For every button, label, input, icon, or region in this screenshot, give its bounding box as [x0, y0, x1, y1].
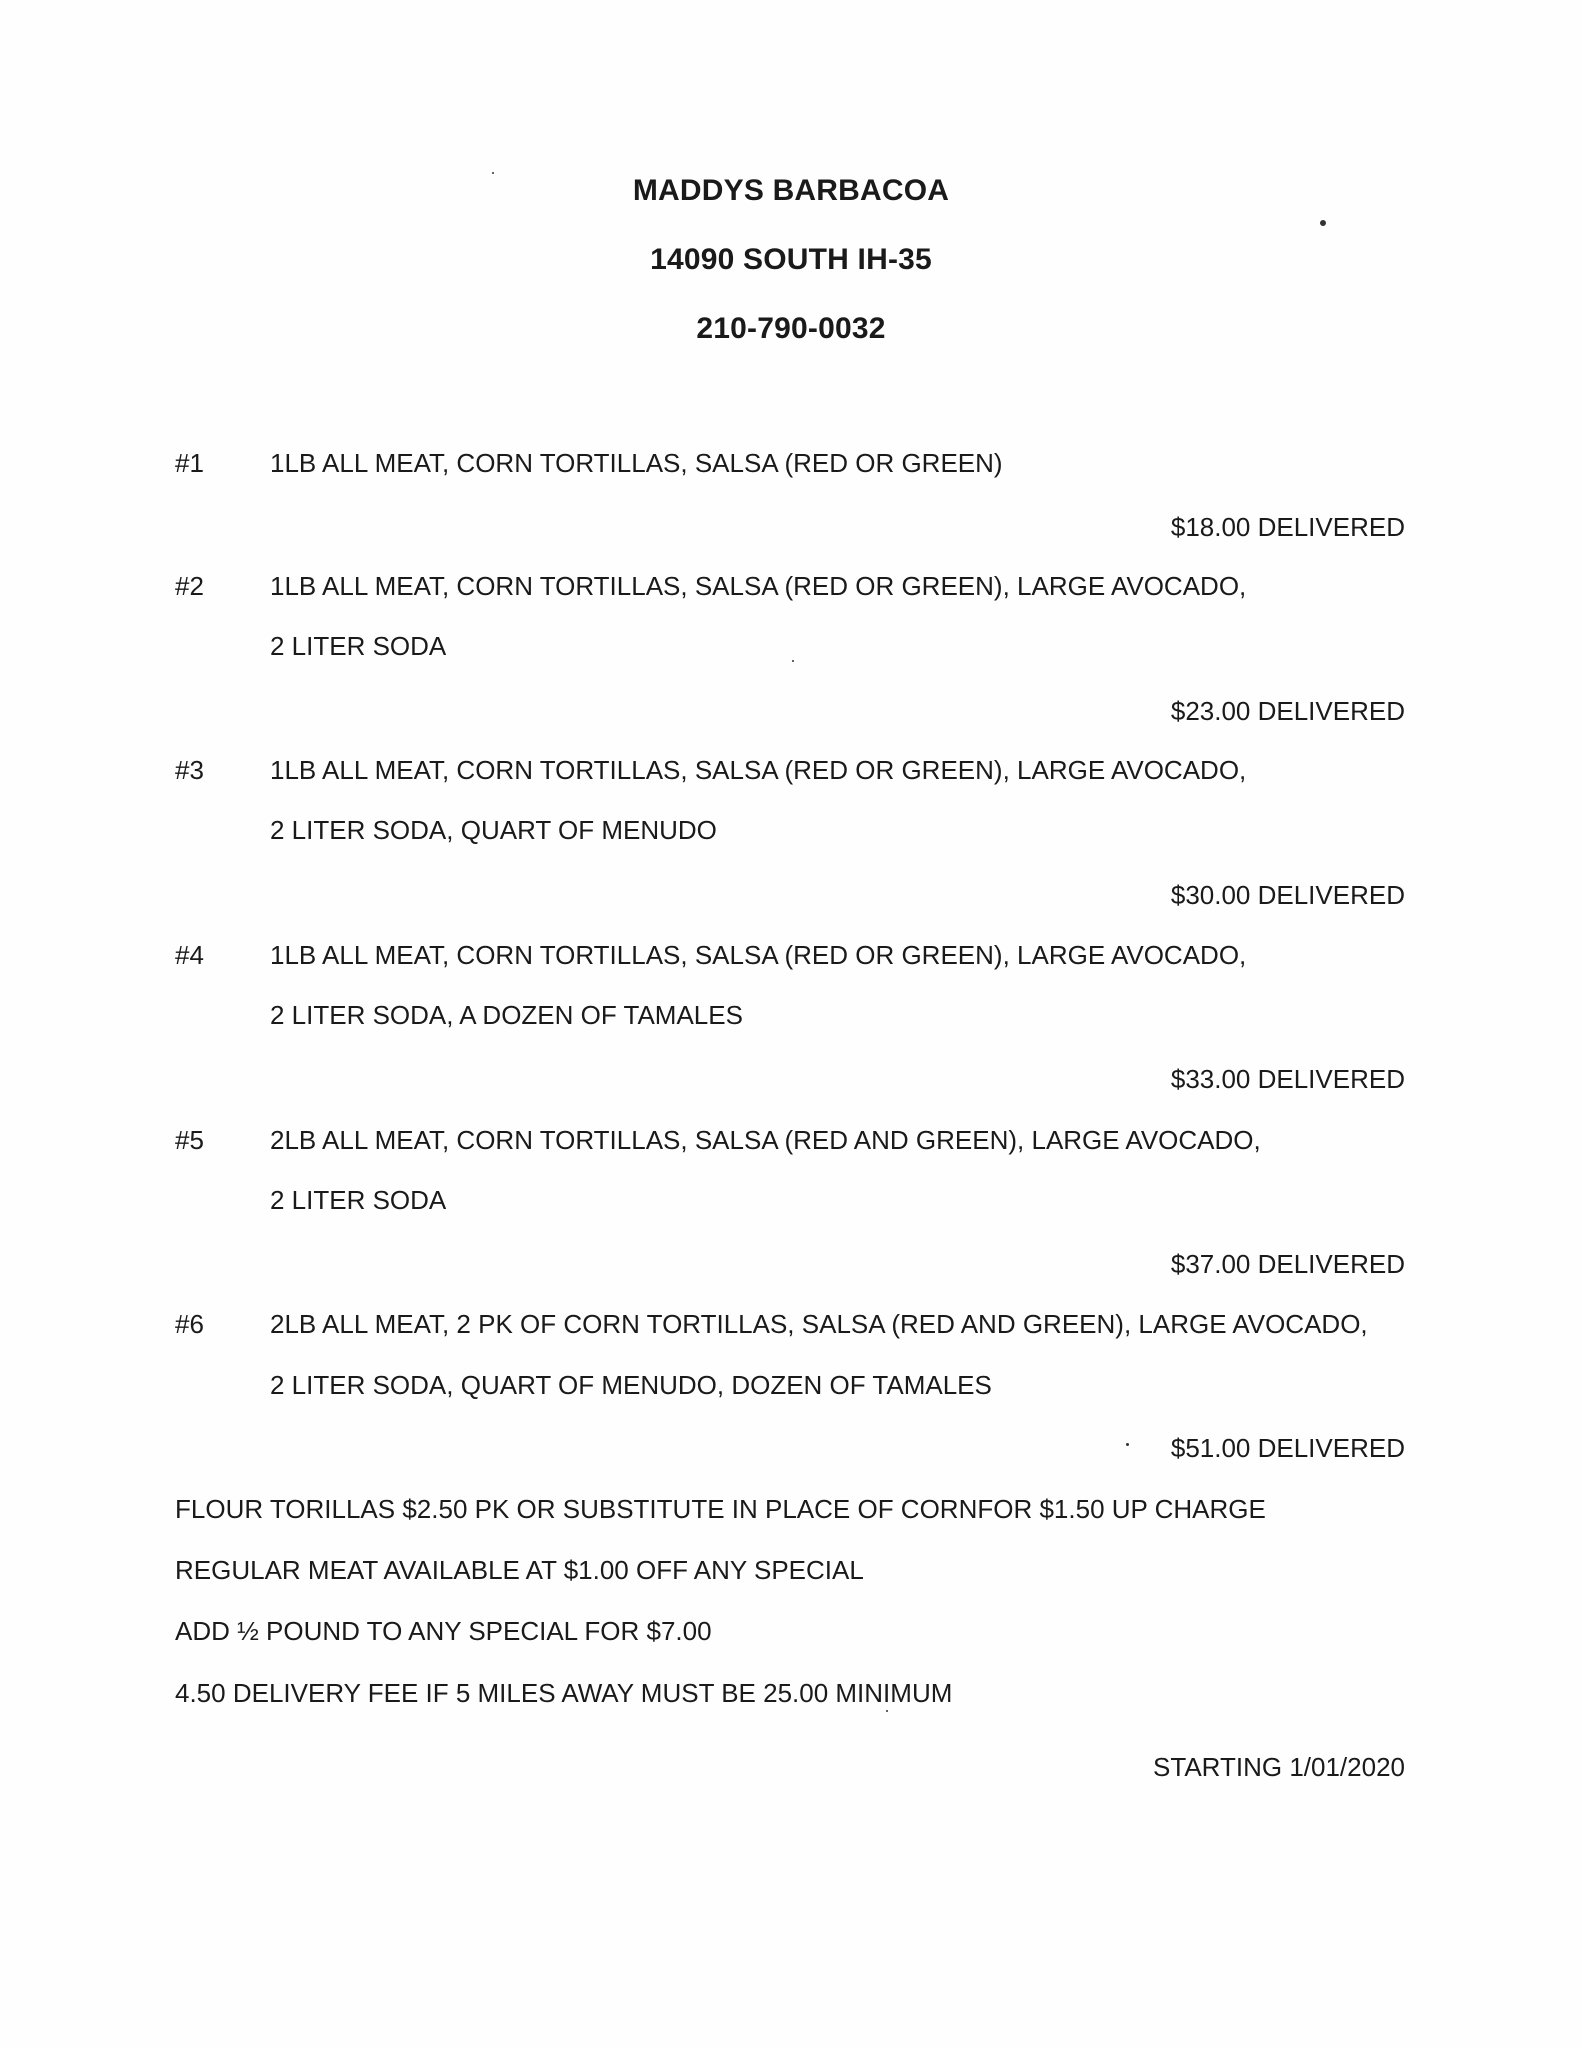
special-description: 1LB ALL MEAT, CORN TORTILLAS, SALSA (RED OR GREEN), LARGE AVOCADO, — [270, 940, 1247, 970]
special-description: 1LB ALL MEAT, CORN TORTILLAS, SALSA (RED OR GREEN) — [270, 448, 1003, 478]
special-price: $33.00 DELIVERED — [1170, 1064, 1405, 1094]
note-delivery-fee: 4.50 DELIVERY FEE IF 5 MILES AWAY MUST BE 25.00 MINIMUM — [175, 1678, 953, 1708]
restaurant-phone: 210-790-0032 — [696, 312, 886, 345]
scan-speck — [492, 172, 494, 174]
special-number: #5 — [175, 1125, 204, 1155]
scan-speck — [1126, 1443, 1129, 1446]
special-description: 2 LITER SODA, QUART OF MENUDO, DOZEN OF TAMALES — [270, 1370, 992, 1400]
special-number: #3 — [175, 755, 204, 785]
special-price: $18.00 DELIVERED — [1170, 512, 1405, 542]
special-description: 1LB ALL MEAT, CORN TORTILLAS, SALSA (RED OR GREEN), LARGE AVOCADO, — [270, 571, 1247, 601]
special-description: 1LB ALL MEAT, CORN TORTILLAS, SALSA (RED OR GREEN), LARGE AVOCADO, — [270, 755, 1247, 785]
note-flour-tortillas: FLOUR TORILLAS $2.50 PK OR SUBSTITUTE IN PLACE OF CORNFOR $1.50 UP CHARGE — [175, 1494, 1266, 1524]
note-add-half-pound: ADD ½ POUND TO ANY SPECIAL FOR $7.00 — [175, 1616, 712, 1646]
special-number: #2 — [175, 571, 204, 601]
special-price: $51.00 DELIVERED — [1170, 1433, 1405, 1463]
special-description: 2LB ALL MEAT, 2 PK OF CORN TORTILLAS, SALSA (RED AND GREEN), LARGE AVOCADO, — [270, 1309, 1368, 1339]
scan-speck — [886, 1710, 888, 1712]
restaurant-address: 14090 SOUTH IH-35 — [650, 243, 932, 276]
special-description: 2 LITER SODA, A DOZEN OF TAMALES — [270, 1000, 743, 1030]
special-description: 2 LITER SODA — [270, 1185, 447, 1215]
special-number: #1 — [175, 448, 204, 478]
special-number: #4 — [175, 940, 204, 970]
starting-date: STARTING 1/01/2020 — [1153, 1752, 1405, 1782]
special-description: 2LB ALL MEAT, CORN TORTILLAS, SALSA (RED AND GREEN), LARGE AVOCADO, — [270, 1125, 1261, 1155]
note-regular-meat: REGULAR MEAT AVAILABLE AT $1.00 OFF ANY SPECIAL — [175, 1555, 864, 1585]
special-description: 2 LITER SODA — [270, 631, 447, 661]
special-price: $37.00 DELIVERED — [1170, 1249, 1405, 1279]
restaurant-name: MADDYS BARBACOA — [632, 174, 950, 207]
special-price: $23.00 DELIVERED — [1170, 696, 1405, 726]
special-price: $30.00 DELIVERED — [1170, 880, 1405, 910]
scan-speck — [1320, 220, 1326, 226]
special-number: #6 — [175, 1309, 204, 1339]
special-description: 2 LITER SODA, QUART OF MENUDO — [270, 815, 717, 845]
scan-speck — [792, 660, 794, 662]
